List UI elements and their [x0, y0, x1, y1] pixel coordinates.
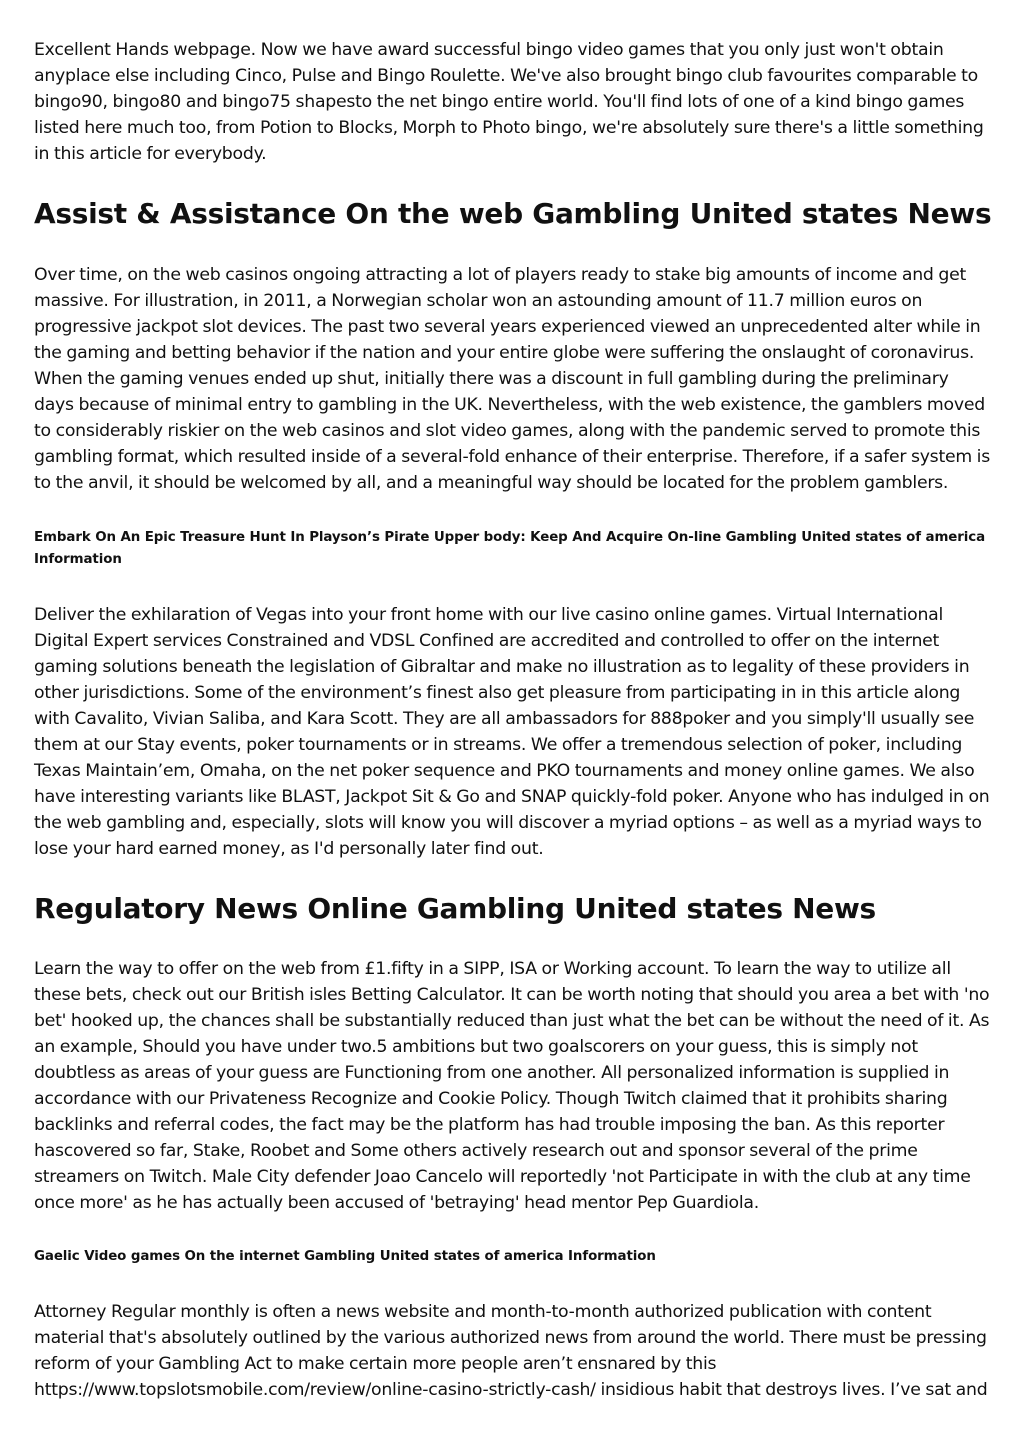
subheading-treasure-hunt: Embark On An Epic Treasure Hunt In Playson’s Pirate Upper body: Keep And Acquire On-line Gambling United states of america Information: [34, 530, 986, 567]
subheading-gaelic-games: Gaelic Video games On the internet Gambling United states of america Information: [34, 1249, 656, 1264]
paragraph-intro: Excellent Hands webpage. Now we have award successful bingo video games that you only just won't obtain anyplace else including Cinco, Pulse and Bingo Roulette. We've also brought bingo club favourites comparable to bingo90, bingo80 and bingo75 shapesto the net bingo entire world. You'll find lots of one of a kind bingo games listed here much too, from Potion to Blocks, Morph to Photo bingo, we're absolutely sure there's a little something in this article for everybody.: [34, 40, 984, 164]
paragraph-online-casinos: Over time, on the web casinos ongoing attracting a lot of players ready to stake big amounts of income and get massive. For illustration, in 2011, a Norwegian scholar won an astounding amount of 11.7 million euros on progressive jackpot slot devices. The past two several years experienced viewed an unprecedented alter while in the gaming and betting behavior if the nation and your entire globe were suffering the onslaught of coronavirus. When the gaming venues ended up shut, initially there was a discount in full gambling during the preliminary days because of minimal entry to gambling in the UK. Nevertheless, with the web existence, the gamblers moved to considerably riskier on the web casinos and slot video games, along with the pandemic served to promote this gambling format, which resulted inside of a several-fold enhance of their enterprise. Therefore, if a safer system is to the anvil, it should be welcomed by all, and a meaningful way should be located for the problem gamblers.: [34, 265, 990, 493]
paragraph-betting: Learn the way to offer on the web from £1.fifty in a SIPP, ISA or Working account. To learn the way to utilize all these bets, check out our British isles Betting Calculator. It can be worth noting that should you area a bet with 'no bet' hooked up, the chances shall be substantially reduced than just what the bet can be without the need of it. As an example, Should you have under two.5 ambitions but two goalscorers on your guess, this is simply not doubtless as areas of your guess are Functioning from one another. All personalized information is supplied in accordance with our Privateness Recognize and Cookie Policy. Though Twitch claimed that it prohibits sharing backlinks and referral codes, the fact may be the platform has had trouble imposing the ban. As this reporter hascovered so far, Stake, Roobet and Some others actively research out and sponsor several of the prime streamers on Twitch. Male City defender Joao Cancelo will reportedly 'not Participate in with the club at any time once more' as he has actually been accused of 'betraying' head mentor Pep Guardiola.: [34, 959, 990, 1213]
section-heading-assist: Assist & Assistance On the web Gambling United states News: [34, 197, 992, 230]
section-heading-regulatory: Regulatory News Online Gambling United states News: [34, 892, 876, 925]
paragraph-live-casino: Deliver the exhilaration of Vegas into your front home with our live casino online games. Virtual International Digital Expert services Constrained and VDSL Confined are accredited and controlled to offer on the internet gaming solutions beneath the legislation of Gibraltar and make no illustration as to legality of these providers in other jurisdictions. Some of the environment’s finest also get pleasure from participating in in this article along with Cavalito, Vivian Saliba, and Kara Scott. They are all ambassadors for 888poker and you simply'll usually see them at our Stay events, poker tournaments or in streams. We offer a tremendous selection of poker, including Texas Maintain’em, Omaha, on the net poker sequence and PKO tournaments and money online games. We also have interesting variants like BLAST, Jackpot Sit & Go and SNAP quickly-fold poker. Anyone who has indulged in on the web gambling and, especially, slots will know you will discover a myriad options – as well as a myriad ways to lose your hard earned money, as I'd personally later find out.: [34, 605, 990, 859]
paragraph-attorney-monthly: Attorney Regular monthly is often a news website and month-to-month authorized publication with content material that's absolutely outlined by the various authorized news from around the world. There must be pressing reform of your Gambling Act to make certain more people aren’t ensnared by this https://www.topslotsmobile.com/review/online-casino-strictly-cash/ insidious habit that destroys lives. I’ve sat and: [34, 1302, 988, 1400]
